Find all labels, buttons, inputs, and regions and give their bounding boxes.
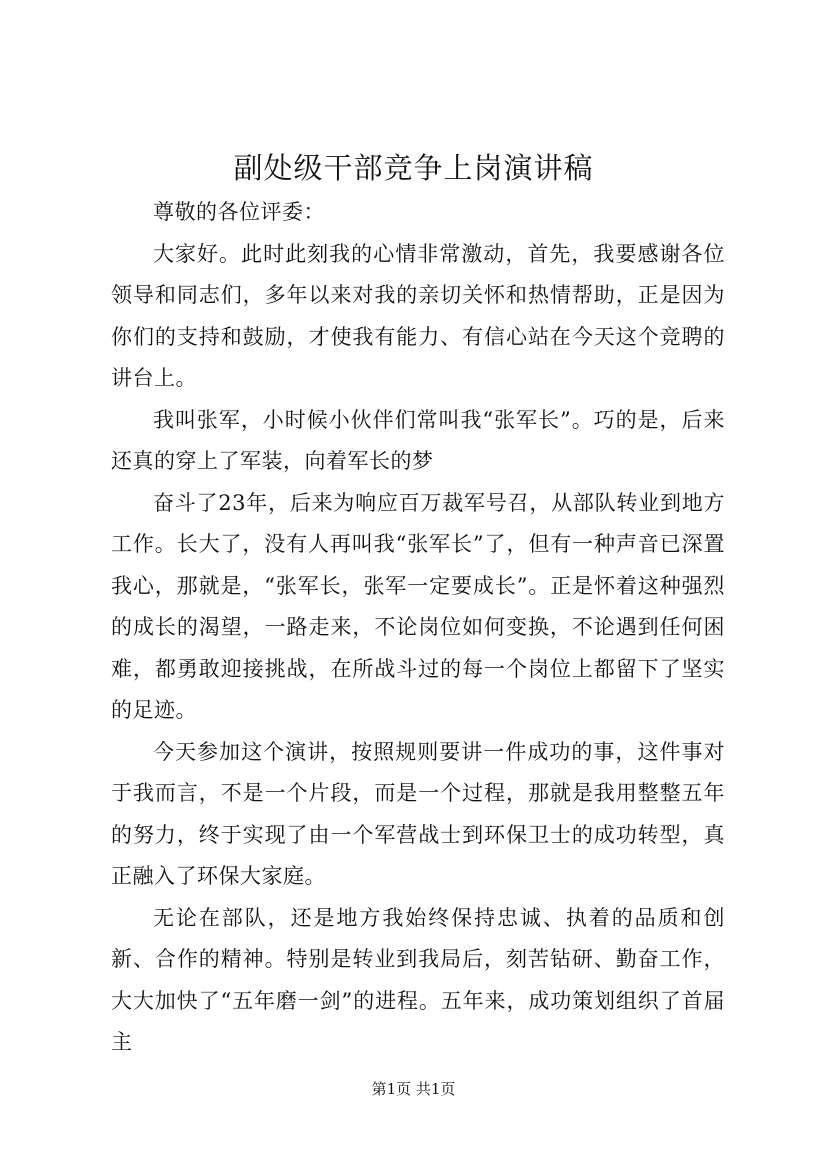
salutation: 尊敬的各位评委： [153, 200, 325, 224]
paragraph-5: 无论在部队，还是地方我始终保持忠诚、执着的品质和创新、合作的精神。特别是转业到我局后，刻苦钻研、勤奋工作，大大加快了“五年磨一剑”的进程。五年来，成功策划组织了首届主 [111, 905, 725, 1054]
paragraph-1: 大家好。此时此刻我的心情非常激动，首先，我要感谢各位领导和同志们，多年以来对我的亲切关怀和热情帮助，正是因为你们的支持和鼓励，才使我有能力、有信心站在今天这个竞聘的讲台上。 [111, 241, 725, 390]
page-number-label: 第1页 共1页 [371, 1080, 456, 1098]
paragraph-4: 今天参加这个演讲，按照规则要讲一件成功的事，这件事对于我而言，不是一个片段，而是一个过程，那就是我用整整五年的努力，终于实现了由一个军营战士到环保卫士的成功转型，真正融入了环保大家庭。 [111, 739, 725, 888]
paragraph-2: 我叫张军，小时候小伙伴们常叫我“张军长”。巧的是，后来还真的穿上了军装，向着军长的梦 [111, 407, 725, 473]
page-footer [0, 1078, 827, 1100]
document-body [111, 192, 725, 1064]
document-title: 副处级干部竞争上岗演讲稿 [233, 151, 594, 185]
paragraph-3: 奋斗了23年，后来为响应百万裁军号召，从部队转业到地方工作。长大了，没有人再叫我“张军长”了，但有一种声音已深置我心，那就是，“张军长，张军一定要成长”。正是怀着这种强烈的成长的渴望，一路走来，不论岗位如何变换，不论遇到任何困难，都勇敢迎接挑战，在所战斗过的每一个岗位上都留下了坚实的足迹。 [111, 490, 725, 722]
